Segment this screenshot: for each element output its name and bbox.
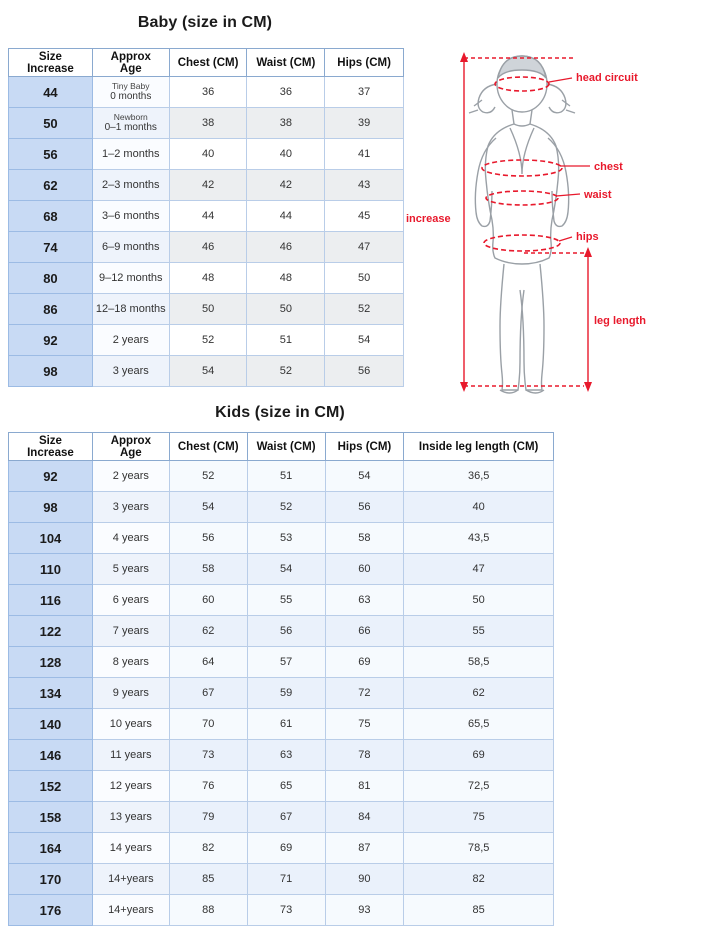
cell-waist: 51	[247, 325, 325, 356]
cell-size-increase: 110	[9, 554, 93, 585]
cell-waist: 53	[247, 523, 325, 554]
label-head-circuit: head circuit	[576, 72, 638, 84]
column-header-size-increase: Size Increase	[9, 49, 93, 77]
label-leg-length: leg length	[594, 315, 646, 327]
cell-hips: 50	[325, 263, 404, 294]
cell-chest: 73	[169, 740, 247, 771]
cell-waist: 42	[247, 170, 325, 201]
cell-approx-age	[92, 108, 169, 139]
cell-inside-leg-length: 40	[404, 492, 554, 523]
table-row	[9, 356, 404, 387]
cell-inside-leg-length: 58,5	[404, 647, 554, 678]
column-header-chest: Chest (CM)	[169, 49, 247, 77]
cell-chest: 82	[169, 833, 247, 864]
cell-waist: 52	[247, 356, 325, 387]
cell-chest: 58	[169, 554, 247, 585]
column-header-approx-age: Approx Age	[92, 433, 169, 461]
table-row	[9, 201, 404, 232]
cell-hips: 93	[325, 895, 404, 926]
cell-chest: 42	[169, 170, 247, 201]
cell-approx-age: 14 years	[92, 833, 169, 864]
cell-size-increase: 44	[9, 77, 93, 108]
cell-age-note: Newborn	[113, 111, 148, 122]
body-measurement-diagram	[404, 38, 720, 398]
cell-chest: 38	[169, 108, 247, 139]
cell-chest: 56	[169, 523, 247, 554]
cell-hips: 56	[325, 356, 404, 387]
table-row	[9, 709, 554, 740]
cell-waist: 59	[247, 678, 325, 709]
column-header-hips: Hips (CM)	[325, 433, 404, 461]
table-row	[9, 263, 404, 294]
cell-hips: 84	[325, 802, 404, 833]
cell-hips: 45	[325, 201, 404, 232]
cell-waist: 40	[247, 139, 325, 170]
cell-approx-age: 9–12 months	[92, 263, 169, 294]
cell-chest: 70	[169, 709, 247, 740]
cell-waist: 44	[247, 201, 325, 232]
cell-size-increase: 86	[9, 294, 93, 325]
table-row	[9, 139, 404, 170]
cell-inside-leg-length: 69	[404, 740, 554, 771]
cell-approx-age: 14+years	[92, 895, 169, 926]
table-header-row	[9, 49, 404, 77]
cell-size-increase: 122	[9, 616, 93, 647]
cell-size-increase: 56	[9, 139, 93, 170]
table-row	[9, 740, 554, 771]
table-row	[9, 492, 554, 523]
cell-size-increase: 134	[9, 678, 93, 709]
cell-approx-age: 9 years	[92, 678, 169, 709]
kids-table-element	[8, 432, 554, 926]
column-header-waist: Waist (CM)	[247, 433, 325, 461]
cell-inside-leg-length: 75	[404, 802, 554, 833]
cell-inside-leg-length: 50	[404, 585, 554, 616]
cell-inside-leg-length: 47	[404, 554, 554, 585]
table-row	[9, 232, 404, 263]
cell-waist: 38	[247, 108, 325, 139]
table-row	[9, 585, 554, 616]
cell-chest: 60	[169, 585, 247, 616]
cell-waist: 51	[247, 461, 325, 492]
cell-approx-age: 14+years	[92, 864, 169, 895]
cell-waist: 69	[247, 833, 325, 864]
cell-waist: 65	[247, 771, 325, 802]
kids-table-title: Kids (size in CM)	[215, 404, 345, 421]
cell-size-increase: 92	[9, 461, 93, 492]
cell-approx-age: 3–6 months	[92, 201, 169, 232]
cell-approx-age: 7 years	[92, 616, 169, 647]
column-header-hips: Hips (CM)	[325, 49, 404, 77]
cell-hips: 39	[325, 108, 404, 139]
cell-hips: 75	[325, 709, 404, 740]
table-row	[9, 523, 554, 554]
figure-outline	[469, 56, 575, 393]
table-row	[9, 678, 554, 709]
kids-size-table	[8, 432, 554, 926]
cell-approx-age: 5 years	[92, 554, 169, 585]
table-row	[9, 461, 554, 492]
table-row	[9, 616, 554, 647]
table-row	[9, 77, 404, 108]
cell-inside-leg-length: 85	[404, 895, 554, 926]
cell-hips: 78	[325, 740, 404, 771]
girl-figure-svg	[404, 38, 720, 398]
cell-size-increase: 68	[9, 201, 93, 232]
cell-size-increase: 176	[9, 895, 93, 926]
cell-waist: 54	[247, 554, 325, 585]
column-header-size-increase: Size Increase	[9, 433, 93, 461]
cell-hips: 66	[325, 616, 404, 647]
cell-age-value: 0–1 months	[104, 122, 157, 134]
cell-waist: 67	[247, 802, 325, 833]
cell-size-increase: 128	[9, 647, 93, 678]
cell-age-value: 0 months	[110, 91, 152, 103]
cell-size-increase: 74	[9, 232, 93, 263]
cell-waist: 57	[247, 647, 325, 678]
cell-approx-age: 10 years	[92, 709, 169, 740]
table-row	[9, 647, 554, 678]
cell-size-increase: 104	[9, 523, 93, 554]
column-header-waist: Waist (CM)	[247, 49, 325, 77]
cell-approx-age: 8 years	[92, 647, 169, 678]
table-row	[9, 294, 404, 325]
cell-hips: 43	[325, 170, 404, 201]
cell-chest: 48	[169, 263, 247, 294]
cell-hips: 52	[325, 294, 404, 325]
cell-approx-age: 12 years	[92, 771, 169, 802]
cell-waist: 48	[247, 263, 325, 294]
cell-hips: 41	[325, 139, 404, 170]
cell-waist: 52	[247, 492, 325, 523]
cell-size-increase: 146	[9, 740, 93, 771]
cell-approx-age: 6 years	[92, 585, 169, 616]
cell-size-increase: 152	[9, 771, 93, 802]
cell-hips: 60	[325, 554, 404, 585]
table-row	[9, 325, 404, 356]
cell-chest: 44	[169, 201, 247, 232]
cell-inside-leg-length: 78,5	[404, 833, 554, 864]
cell-inside-leg-length: 72,5	[404, 771, 554, 802]
cell-size-increase: 98	[9, 356, 93, 387]
cell-waist: 50	[247, 294, 325, 325]
cell-approx-age: 2–3 months	[92, 170, 169, 201]
cell-chest: 50	[169, 294, 247, 325]
cell-age-note: Tiny Baby	[112, 80, 150, 91]
column-header-approx-age: Approx Age	[92, 49, 169, 77]
label-chest: chest	[594, 161, 623, 173]
cell-hips: 54	[325, 461, 404, 492]
table-row	[9, 833, 554, 864]
cell-size-increase: 116	[9, 585, 93, 616]
cell-approx-age: 13 years	[92, 802, 169, 833]
cell-hips: 90	[325, 864, 404, 895]
cell-waist: 56	[247, 616, 325, 647]
cell-approx-age: 3 years	[92, 356, 169, 387]
cell-chest: 62	[169, 616, 247, 647]
table-row	[9, 864, 554, 895]
cell-size-increase: 140	[9, 709, 93, 740]
cell-hips: 54	[325, 325, 404, 356]
column-header-inside-leg-length: Inside leg length (CM)	[404, 433, 554, 461]
cell-size-increase: 158	[9, 802, 93, 833]
cell-inside-leg-length: 36,5	[404, 461, 554, 492]
cell-approx-age: 12–18 months	[92, 294, 169, 325]
cell-hips: 81	[325, 771, 404, 802]
cell-waist: 71	[247, 864, 325, 895]
cell-waist: 36	[247, 77, 325, 108]
label-leader-lines	[549, 78, 590, 241]
table-row	[9, 108, 404, 139]
cell-chest: 76	[169, 771, 247, 802]
cell-waist: 73	[247, 895, 325, 926]
cell-approx-age: 3 years	[92, 492, 169, 523]
cell-chest: 46	[169, 232, 247, 263]
cell-chest: 64	[169, 647, 247, 678]
cell-waist: 61	[247, 709, 325, 740]
cell-size-increase: 62	[9, 170, 93, 201]
cell-chest: 88	[169, 895, 247, 926]
cell-approx-age: 2 years	[92, 461, 169, 492]
cell-chest: 52	[169, 461, 247, 492]
table-row	[9, 802, 554, 833]
baby-table-element	[8, 48, 404, 387]
cell-chest: 54	[169, 356, 247, 387]
cell-approx-age: 6–9 months	[92, 232, 169, 263]
cell-size-increase: 80	[9, 263, 93, 294]
cell-hips: 87	[325, 833, 404, 864]
cell-waist: 55	[247, 585, 325, 616]
cell-hips: 56	[325, 492, 404, 523]
cell-size-increase: 50	[9, 108, 93, 139]
cell-chest: 52	[169, 325, 247, 356]
table-row	[9, 554, 554, 585]
cell-approx-age: 2 years	[92, 325, 169, 356]
baby-size-table	[8, 48, 404, 387]
cell-hips: 37	[325, 77, 404, 108]
cell-approx-age: 4 years	[92, 523, 169, 554]
cell-hips: 58	[325, 523, 404, 554]
cell-inside-leg-length: 43,5	[404, 523, 554, 554]
cell-inside-leg-length: 55	[404, 616, 554, 647]
cell-size-increase: 170	[9, 864, 93, 895]
table-row	[9, 895, 554, 926]
cell-chest: 40	[169, 139, 247, 170]
cell-chest: 85	[169, 864, 247, 895]
cell-hips: 63	[325, 585, 404, 616]
cell-inside-leg-length: 65,5	[404, 709, 554, 740]
cell-approx-age: 1–2 months	[92, 139, 169, 170]
cell-waist: 63	[247, 740, 325, 771]
cell-size-increase: 164	[9, 833, 93, 864]
baby-table-title: Baby (size in CM)	[137, 14, 273, 31]
cell-inside-leg-length: 82	[404, 864, 554, 895]
leg-length-arrow	[524, 247, 592, 392]
cell-hips: 69	[325, 647, 404, 678]
label-hips: hips	[576, 231, 599, 243]
cell-chest: 54	[169, 492, 247, 523]
cell-hips: 47	[325, 232, 404, 263]
cell-size-increase: 98	[9, 492, 93, 523]
cell-chest: 67	[169, 678, 247, 709]
cell-waist: 46	[247, 232, 325, 263]
cell-size-increase: 92	[9, 325, 93, 356]
label-increase: increase	[406, 213, 451, 225]
table-row	[9, 170, 404, 201]
cell-inside-leg-length: 62	[404, 678, 554, 709]
table-row	[9, 771, 554, 802]
table-header-row	[9, 433, 554, 461]
column-header-chest: Chest (CM)	[169, 433, 247, 461]
cell-approx-age: 11 years	[92, 740, 169, 771]
cell-chest: 79	[169, 802, 247, 833]
cell-approx-age	[92, 77, 169, 108]
label-waist: waist	[584, 189, 612, 201]
cell-chest: 36	[169, 77, 247, 108]
cell-hips: 72	[325, 678, 404, 709]
